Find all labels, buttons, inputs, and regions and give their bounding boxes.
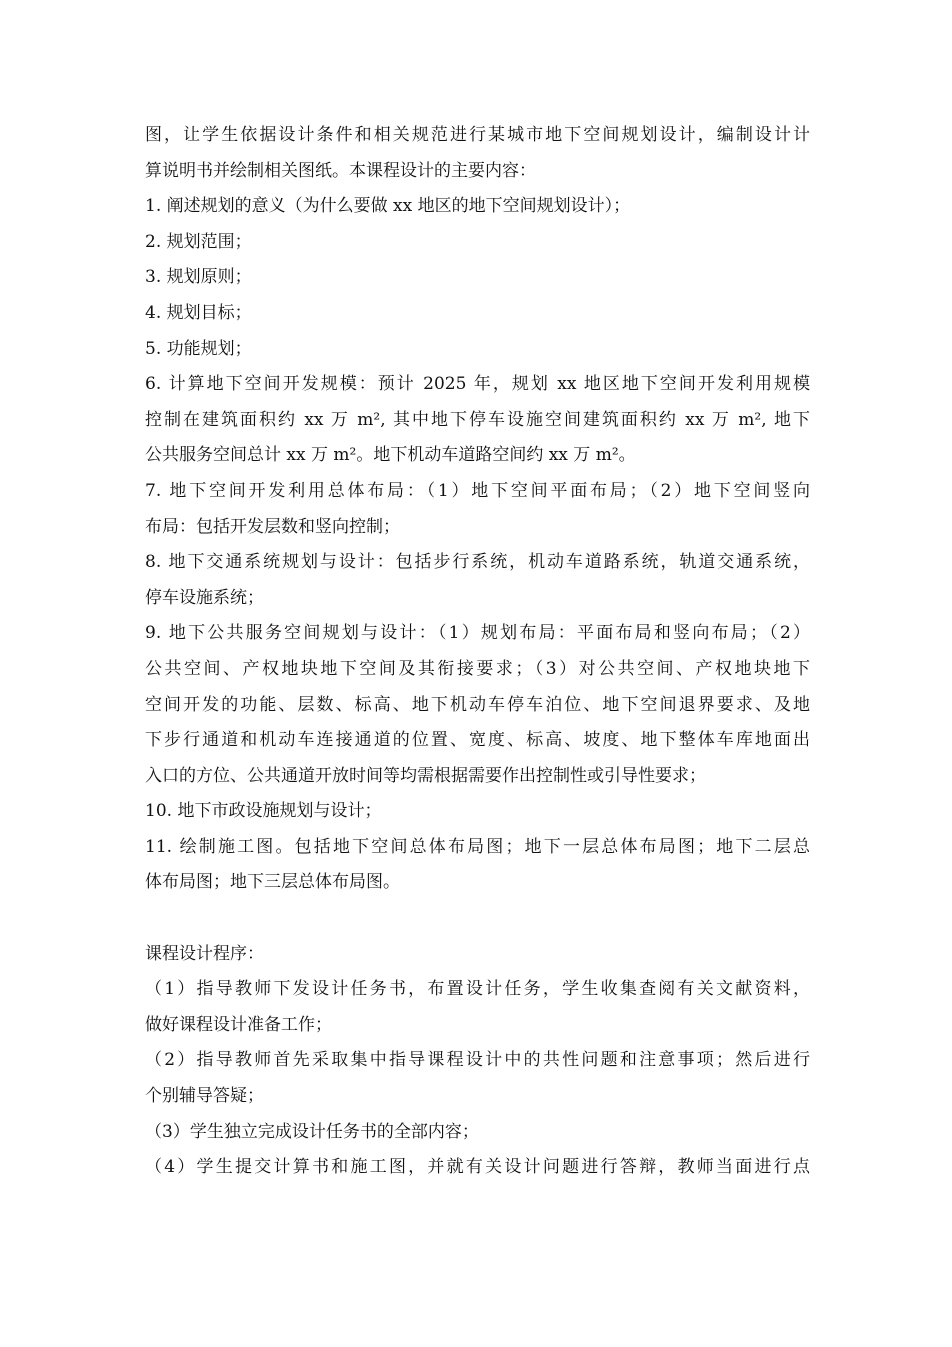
- list-item: 7. 地下空间开发利用总体布局：（1）地下空间平面布局；（2）地下空间竖向: [145, 480, 810, 501]
- list-item: （3）学生独立完成设计任务书的全部内容；: [145, 1121, 479, 1142]
- list-item: 10. 地下市政设施规划与设计；: [145, 801, 382, 822]
- list-item: （4）学生提交计算书和施工图，并就有关设计问题进行答辩，教师当面进行点: [145, 1157, 810, 1178]
- list-item: 6. 计算地下空间开发规模：预计 2025 年，规划 xx 地区地下空间开发利用规模: [145, 374, 810, 395]
- list-item: 9. 地下公共服务空间规划与设计：（1）规划布局：平面布局和竖向布局；（2）: [145, 623, 810, 644]
- text-line: 入口的方位、公共通道开放时间等均需根据需要作出控制性或引导性要求；: [145, 765, 706, 786]
- text-line: 算说明书并绘制相关图纸。本课程设计的主要内容：: [145, 160, 536, 181]
- section-heading: 课程设计程序：: [145, 943, 264, 964]
- text-line: 停车设施系统；: [145, 587, 264, 608]
- document-body: [145, 118, 810, 1186]
- list-item: （2）指导教师首先采取集中指导课程设计中的共性问题和注意事项；然后进行: [145, 1050, 810, 1071]
- text-line: 做好课程设计准备工作；: [145, 1014, 332, 1035]
- list-item: 4. 规划目标；: [145, 302, 252, 323]
- list-item: （1）指导教师下发设计任务书，布置设计任务，学生收集查阅有关文献资料，: [145, 979, 810, 1000]
- text-line: 公共空间、产权地块地下空间及其衔接要求；（3）对公共空间、产权地块地下: [145, 658, 810, 679]
- list-item: 3. 规划原则；: [145, 267, 252, 288]
- list-item: 1. 阐述规划的意义（为什么要做 xx 地区的地下空间规划设计）；: [145, 196, 631, 217]
- list-item: 11. 绘制施工图。包括地下空间总体布局图；地下一层总体布局图；地下二层总: [145, 836, 810, 857]
- blank-line: [145, 901, 810, 937]
- text-line: 空间开发的功能、层数、标高、地下机动车停车泊位、地下空间退界要求、及地: [145, 694, 810, 715]
- text-line: 体布局图；地下三层总体布局图。: [145, 872, 400, 893]
- text-line: 下步行通道和机动车连接通道的位置、宽度、标高、坡度、地下整体车库地面出: [145, 730, 810, 751]
- list-item: 8. 地下交通系统规划与设计：包括步行系统，机动车道路系统，轨道交通系统，: [145, 552, 810, 573]
- text-line: 公共服务空间总计 xx 万 m²。地下机动车道路空间约 xx 万 m²。: [145, 445, 636, 466]
- text-line: 布局：包括开发层数和竖向控制；: [145, 516, 400, 537]
- text-line: 图，让学生依据设计条件和相关规范进行某城市地下空间规划设计，编制设计计: [145, 125, 810, 145]
- list-item: 5. 功能规划；: [145, 338, 252, 359]
- list-item: 2. 规划范围；: [145, 231, 252, 252]
- text-line: 控制在建筑面积约 xx 万 m², 其中地下停车设施空间建筑面积约 xx 万 m², 地下: [145, 409, 810, 430]
- text-line: 个别辅导答疑；: [145, 1086, 264, 1107]
